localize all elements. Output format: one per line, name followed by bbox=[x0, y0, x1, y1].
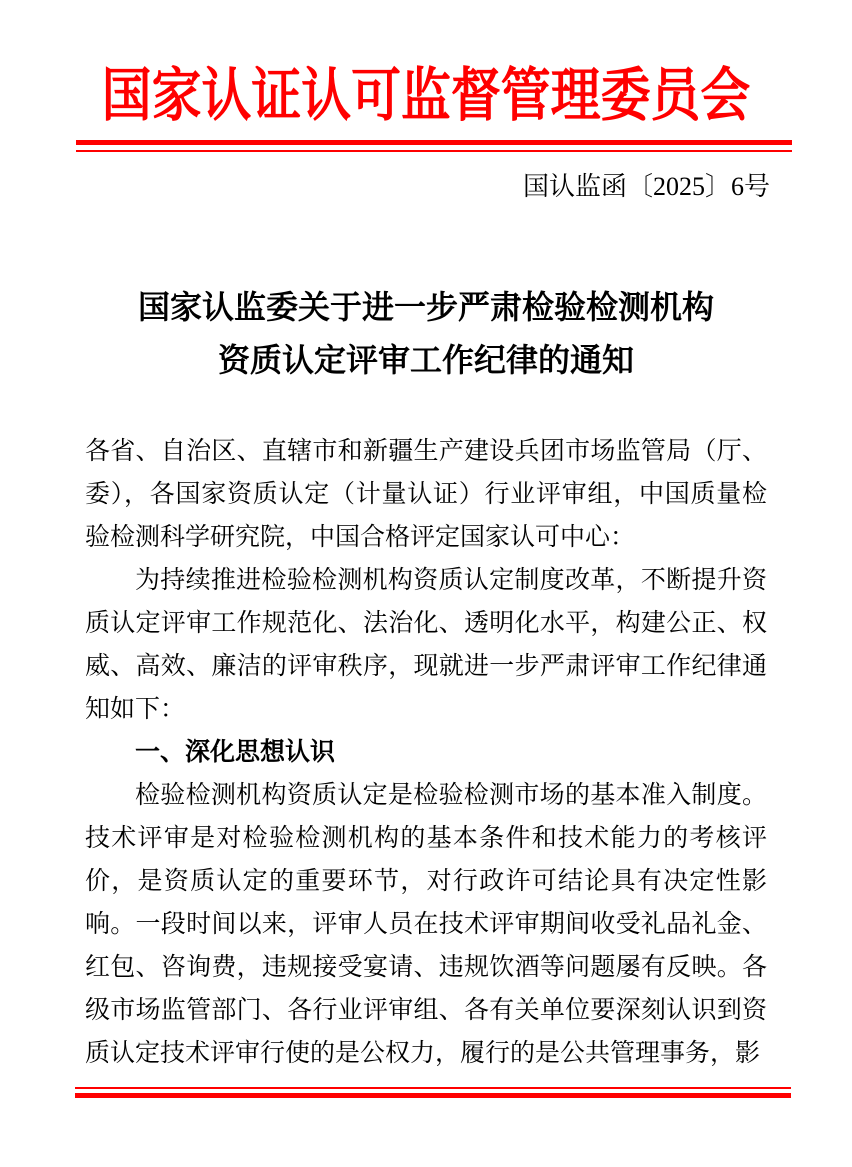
issuing-agency-title: 国家认证认可监督管理委员会 bbox=[101, 63, 751, 128]
paragraph-addressees: 各省、自治区、直辖市和新疆生产建设兵团市场监管局（厅、委），各国家资质认定（计量认证）行业评审组，中国质量检验检测科学研究院，中国合格评定国家认可中心： bbox=[85, 438, 767, 551]
letterhead-rule-thin bbox=[76, 150, 792, 152]
document-title-line2: 资质认定评审工作纪律的通知 bbox=[217, 342, 634, 378]
footer-rule-thin bbox=[75, 1087, 791, 1089]
document-title bbox=[0, 281, 852, 387]
footer-rule-thick bbox=[75, 1093, 791, 1098]
paragraph-section-1: 检验检测机构资质认定是检验检测市场的基本准入制度。技术评审是对检验检测机构的基本条件和技术能力的考核评价，是资质认定的重要环节，对行政许可结论具有决定性影响。一段时间以来，评审人员在技术评审期间收受礼品礼金、红包、咨询费，违规接受宴请、违规饮酒等问题屡有反映。各级市场监管部门、各行业评审组、各有关单位要深刻认识到资质认定技术评审行使的是公权力，履行的是公共管理事务，影 bbox=[85, 782, 767, 1067]
document-number: 国认监函〔2025〕6号 bbox=[522, 172, 770, 201]
document-title-line1: 国家认监委关于进一步严肃检验检测机构 bbox=[137, 289, 714, 325]
section-heading-1: 一、深化思想认识 bbox=[135, 738, 336, 766]
document-body bbox=[85, 430, 767, 1080]
paragraph-intro: 为持续推进检验检测机构资质认定制度改革，不断提升资质认定评审工作规范化、法治化、透明化水平，构建公正、权威、高效、廉洁的评审秩序，现就进一步严肃评审工作纪律通知如下： bbox=[85, 567, 767, 723]
letterhead-rule-thick bbox=[76, 140, 792, 145]
